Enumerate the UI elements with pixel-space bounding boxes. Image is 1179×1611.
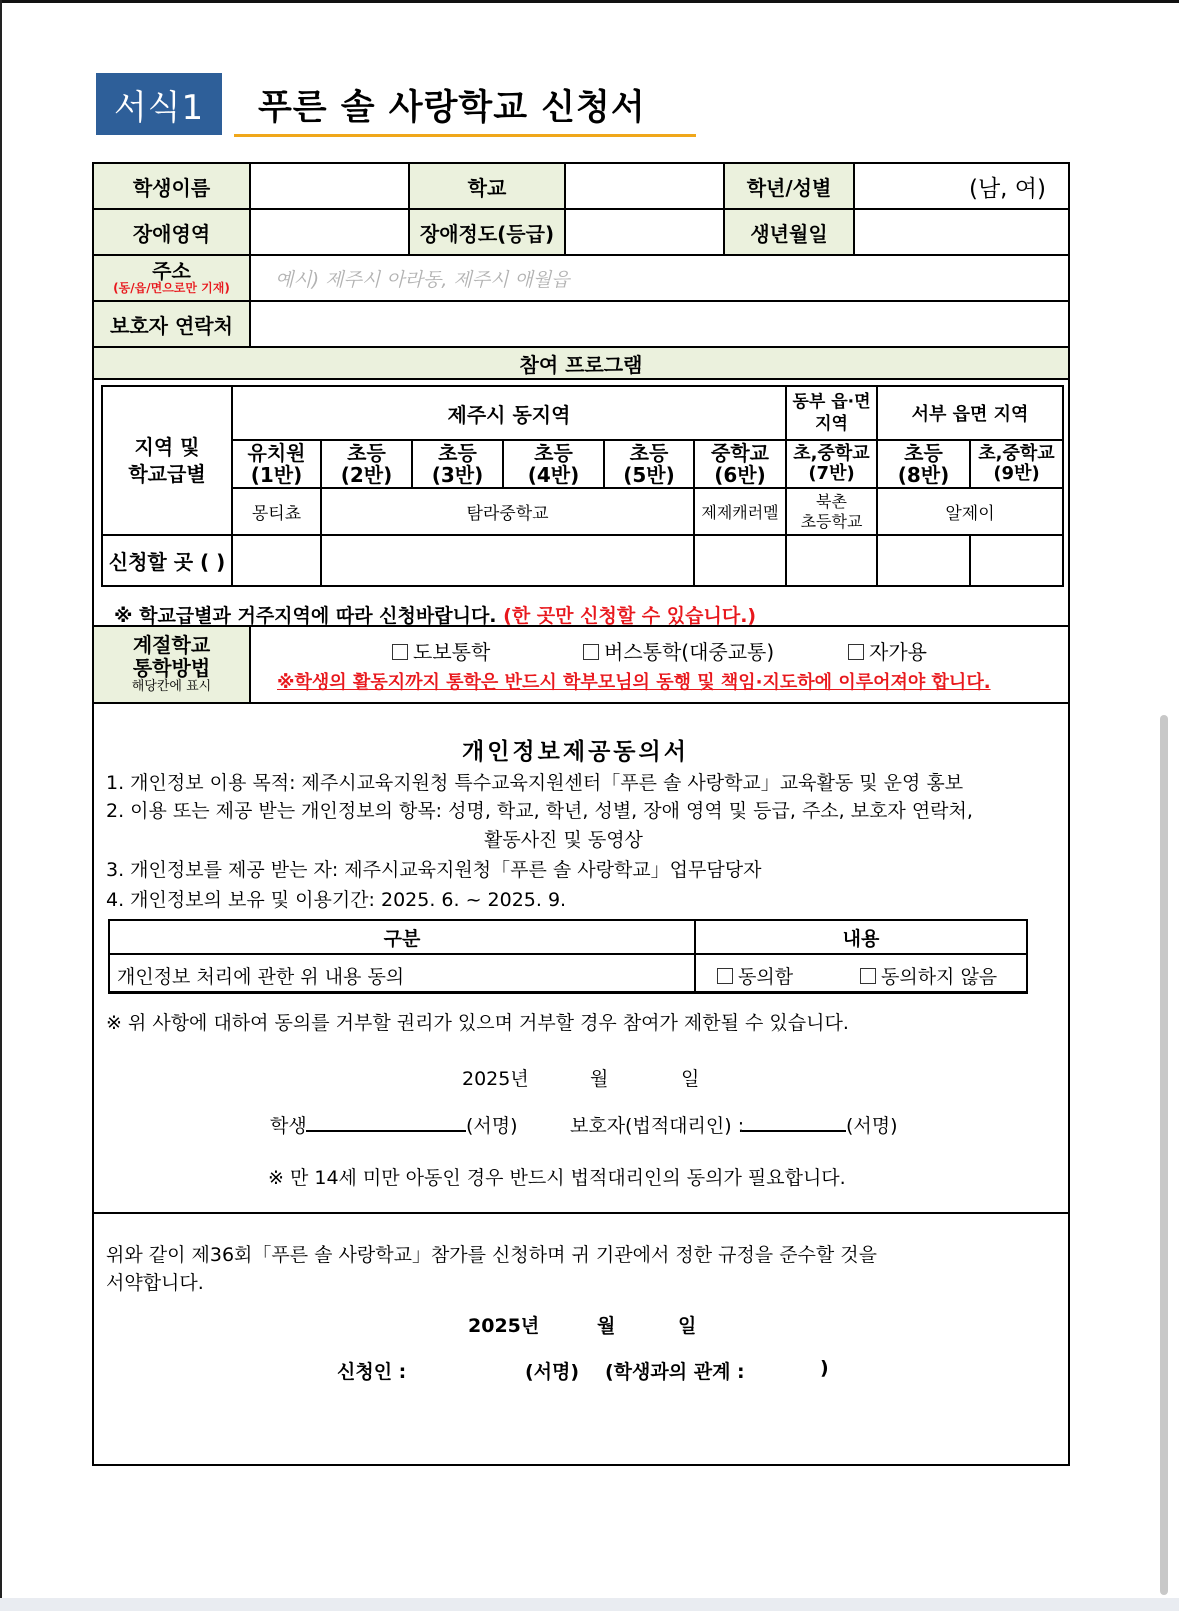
left-border — [0, 0, 2, 1611]
program-note — [114, 601, 756, 628]
program-note-red: (한 곳만 신청할 수 있습니다.) — [503, 605, 757, 627]
disability-degree-field[interactable] — [566, 210, 723, 254]
class-level: 중학교 — [711, 441, 769, 465]
class-8 — [878, 441, 969, 487]
commute-car-label: 자가용 — [869, 640, 927, 664]
region-label-2: 학교급별 — [128, 461, 206, 486]
commute-option-car[interactable] — [848, 636, 927, 665]
class-9 — [971, 441, 1062, 487]
commute-label-2: 통학방법 — [132, 656, 211, 681]
disagree-option[interactable] — [860, 962, 997, 989]
applicant-label: 신청인 : — [337, 1361, 407, 1383]
class-4 — [504, 441, 603, 487]
disability-area-field[interactable] — [251, 210, 408, 254]
student-sign-label: 학생 — [270, 1115, 307, 1137]
class-level: 초등 — [347, 441, 386, 465]
guardian-sign-mark: (서명) — [846, 1115, 898, 1137]
checkbox-icon[interactable] — [860, 968, 876, 984]
birth-label: 생년월일 — [750, 221, 828, 246]
agree-option[interactable] — [717, 962, 793, 989]
page-title: 푸른 솔 사랑학교 신청서 — [258, 88, 646, 128]
guardian-label: 보호자 연락처 — [110, 313, 233, 338]
student-sign-line[interactable] — [306, 1130, 466, 1132]
rule — [92, 378, 1070, 380]
student-name-field[interactable] — [251, 164, 408, 208]
pledge-line-1: 위와 같이 제36회「푸른 솔 사랑학교」참가를 신청하며 귀 기관에서 정한 규정을 준수할 것을 — [106, 1244, 878, 1266]
disagree-label: 동의하지 않음 — [881, 966, 998, 988]
class-level: 초,중학교 — [793, 443, 870, 465]
pledge-date-day: 일 — [678, 1315, 697, 1337]
address-label-cell — [94, 256, 249, 300]
class-num: (2반) — [340, 463, 393, 487]
jeju-region-label: 제주시 동지역 — [447, 402, 571, 427]
apply-cell-3[interactable] — [695, 536, 785, 585]
apply-cell-4[interactable] — [787, 536, 876, 585]
school-label: 학교 — [467, 175, 507, 200]
commute-walk-label: 도보통학 — [413, 640, 491, 664]
consent-date-year: 2025년 — [462, 1068, 529, 1090]
venue-4-line2: 초등학교 — [800, 511, 863, 531]
birth-field[interactable] — [855, 210, 1068, 254]
class-6 — [695, 441, 785, 487]
class-7 — [787, 441, 876, 487]
student-name-label: 학생이름 — [132, 175, 211, 200]
checkbox-icon[interactable] — [392, 644, 408, 660]
guardian-field[interactable] — [251, 302, 1068, 346]
gender-options[interactable]: (남, 여) — [968, 175, 1046, 202]
venue-2: 탐라중학교 — [466, 504, 549, 524]
commute-label-cell — [94, 627, 249, 702]
scrollbar[interactable] — [1160, 715, 1168, 1595]
bottom-bar — [0, 1598, 1179, 1611]
venue-5: 알제이 — [945, 504, 995, 524]
apply-cell-5[interactable] — [878, 536, 969, 585]
rule — [92, 1212, 1070, 1214]
relation-label: (학생과의 관계 : — [605, 1361, 745, 1383]
venue-1: 몽티쵸 — [251, 504, 302, 524]
east-region-cell — [787, 387, 876, 439]
east-region-2: 지역 — [815, 414, 848, 434]
top-border — [0, 0, 1179, 3]
consent-item-2: 2. 이용 또는 제공 받는 개인정보의 항목: 성명, 학교, 학년, 성별, 장애 영역 및 등급, 주소, 보호자 연락처, — [106, 800, 973, 822]
venue-4 — [787, 489, 876, 534]
class-level: 초등 — [438, 441, 477, 465]
class-num: (3반) — [431, 463, 484, 487]
title-underline — [234, 134, 696, 137]
class-1 — [233, 441, 320, 487]
program-note-text: ※ 학교급별과 거주지역에 따라 신청바랍니다. — [114, 605, 497, 627]
class-num: (9반) — [993, 463, 1040, 484]
student-sign-mark: (서명) — [466, 1115, 518, 1137]
form-badge: 서식1 — [96, 73, 222, 135]
class-num: (8반) — [897, 463, 950, 487]
consent-item-3: 3. 개인정보를 제공 받는 자: 제주시교육지원청「푸른 솔 사랑학교」업무담당자 — [106, 859, 762, 881]
class-5 — [605, 441, 693, 487]
venue-3: 제제캐러멜 — [701, 503, 779, 522]
address-label: 주소 — [152, 259, 191, 284]
applicant-sign-mark[interactable]: (서명) — [525, 1361, 580, 1383]
address-note: (동/읍/면으로만 기재) — [113, 281, 230, 296]
commute-warning: ※학생의 활동지까지 통학은 반드시 학부모님의 동행 및 책임·지도하에 이루어져야 합니다. — [277, 672, 991, 693]
grade-gender-label: 학년/성별 — [746, 175, 832, 200]
commute-option-bus[interactable] — [583, 636, 774, 665]
guardian-sign-label: 보호자(법적대리인) : — [570, 1115, 745, 1137]
west-region-label: 서부 읍면 지역 — [911, 404, 1029, 425]
rule — [108, 953, 1028, 955]
pledge-line-2: 서약합니다. — [106, 1272, 204, 1294]
region-label-1: 지역 및 — [134, 434, 200, 459]
disability-degree-label: 장애정도(등급) — [419, 221, 555, 246]
age-note: ※ 만 14세 미만 아동인 경우 반드시 법적대리인의 동의가 필요합니다. — [268, 1167, 846, 1189]
apply-cell-6[interactable] — [971, 536, 1062, 585]
rule — [249, 625, 251, 702]
commute-label-1: 계절학교 — [132, 633, 211, 658]
consent-header-left: 구분 — [383, 927, 421, 950]
consent-header-right: 내용 — [842, 927, 880, 950]
consent-item-4: 4. 개인정보의 보유 및 이용기간: 2025. 6. ~ 2025. 9. — [106, 889, 567, 911]
class-num: (7반) — [808, 463, 855, 484]
commute-option-walk[interactable] — [392, 636, 490, 665]
class-level: 초등 — [629, 441, 669, 465]
apply-cell-1[interactable] — [233, 536, 320, 585]
class-level: 초등 — [904, 441, 943, 465]
class-2 — [322, 441, 411, 487]
apply-label: 신청할 곳 ( ) — [108, 550, 226, 574]
pledge-date-year: 2025년 — [468, 1315, 540, 1337]
class-num: (6반) — [714, 463, 766, 487]
school-field[interactable] — [566, 164, 723, 208]
checkbox-icon[interactable] — [583, 644, 599, 660]
commute-bus-label: 버스통학(대중교통) — [604, 640, 775, 664]
class-num: (1반) — [250, 463, 303, 487]
consent-item-2-cont: 활동사진 및 동영상 — [484, 829, 643, 851]
disability-area-label: 장애영역 — [132, 221, 211, 246]
consent-title: 개인정보제공동의서 — [462, 739, 689, 765]
consent-date-month: 월 — [590, 1068, 609, 1090]
venue-4-line1: 북촌 — [816, 492, 847, 512]
consent-item-1: 1. 개인정보 이용 목적: 제주시교육지원청 특수교육지원센터「푸른 솔 사랑학교」교육활동 및 운영 홍보 — [106, 772, 964, 794]
class-level: 유치원 — [247, 441, 306, 465]
class-level: 초등 — [534, 441, 573, 465]
relation-close: ) — [820, 1357, 829, 1379]
class-num: (5반) — [623, 463, 675, 487]
class-level: 초,중학교 — [978, 443, 1055, 465]
east-region-1: 동부 읍·면 — [792, 391, 871, 412]
agree-label: 동의함 — [738, 966, 794, 988]
address-input[interactable]: 예시) 제주시 아라동, 제주시 애월읍 — [275, 269, 570, 291]
commute-label-3: 해당칸에 표시 — [131, 679, 212, 695]
apply-cell-2[interactable] — [322, 536, 693, 585]
class-num: (4반) — [527, 463, 580, 487]
checkbox-icon[interactable] — [717, 968, 733, 984]
rights-note: ※ 위 사항에 대하여 동의를 거부할 권리가 있으며 거부할 경우 참여가 제한될 수 있습니다. — [106, 1012, 849, 1034]
consent-row-label: 개인정보 처리에 관한 위 내용 동의 — [117, 966, 405, 988]
program-section-title: 참여 프로그램 — [519, 352, 643, 377]
consent-date-day: 일 — [681, 1068, 700, 1090]
region-label-cell — [103, 387, 231, 534]
pledge-date-month: 월 — [597, 1315, 616, 1337]
rule — [92, 702, 1070, 704]
checkbox-icon[interactable] — [848, 644, 864, 660]
class-3 — [413, 441, 502, 487]
guardian-sign-line[interactable] — [742, 1130, 846, 1132]
